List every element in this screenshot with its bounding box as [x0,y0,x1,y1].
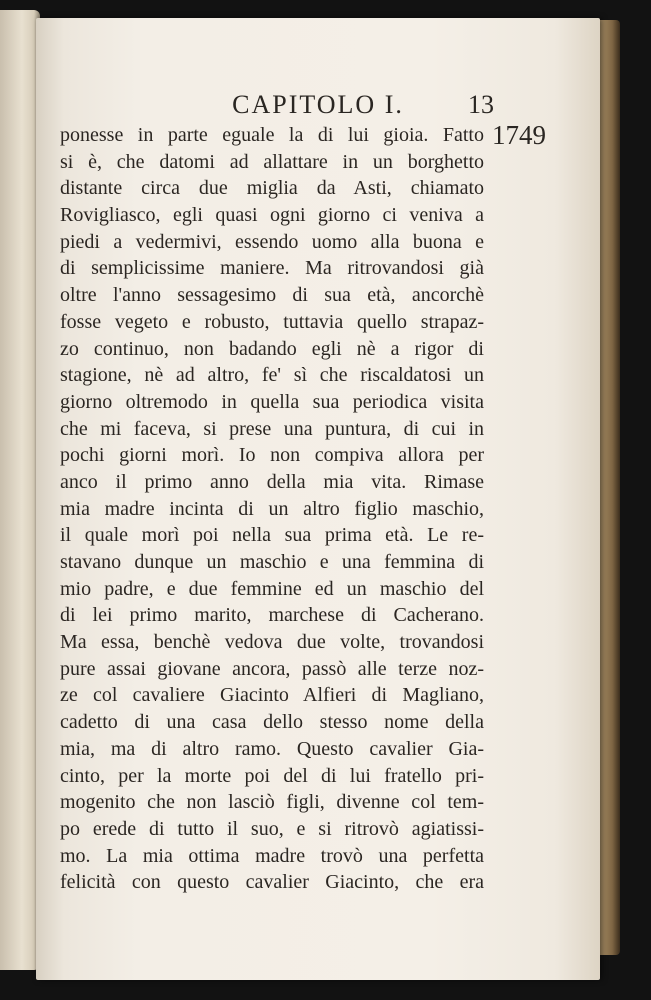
text-line: stavano dunque un maschio e una femmina di [60,551,484,573]
text-line: mia, ma di altro ramo. Questo cavalier Gia- [60,737,484,760]
page-number: 13 [468,90,494,119]
text-line: pochi giorni morì. Io non compiva allora per [60,444,484,467]
text-line: Rovigliasco, egli quasi ogni giorno ci veniva a [60,204,484,227]
text-line: il quale morì poi nella sua prima età. Le re- [60,524,484,547]
text-line: ze col cavaliere Giacinto Alfieri di Magliano, [60,684,484,707]
text-line: mo. La mia ottima madre trovò una perfetta [60,844,484,867]
text-line: felicità con questo cavalier Giacinto, che era [60,871,484,894]
text-line: cadetto di una casa dello stesso nome della [60,711,484,734]
running-title: CAPITOLO I. [232,90,404,119]
text-line: oltre l'anno sessagesimo di sua età, ancorchè [60,284,484,307]
text-line: mia madre incinta di un altro figlio maschio, [60,497,484,520]
left-page-edge [0,10,40,970]
text-line: stagione, nè ad altro, fe' sì che riscaldatosi un [60,364,484,387]
text-line: di lei primo marito, marchese di Cacherano. [60,604,484,627]
text-line: cinto, per la morte poi del di lui fratello pri- [60,764,484,787]
text-line: di semplicissime maniere. Ma ritrovandosi già [60,257,484,280]
text-line: po erede di tutto il suo, e si ritrovò agiatissi- [60,817,484,840]
text-line: fosse vegeto e robusto, tuttavia quello strapaz- [60,310,484,333]
margin-year-note: 1749 [492,120,546,150]
text-line: zo continuo, non badando egli nè a rigor di [60,337,484,360]
text-line: anco il primo anno della mia vita. Rimase [60,470,484,493]
text-line: pure assai giovane ancora, passò alle terze noz- [60,657,484,680]
text-line: Ma essa, benchè vedova due volte, trovandosi [60,631,484,654]
text-line: piedi a vedermivi, essendo uomo alla buona e [60,230,484,253]
text-line: ponesse in parte eguale la di lui gioia. Fatto [60,124,484,146]
text-line: che mi faceva, si prese una puntura, di cui in [60,417,484,440]
text-line: giorno oltremodo in quella sua periodica visita [60,390,484,413]
text-line: si è, che datomi ad allattare in un borghetto [60,150,484,173]
text-line: distante circa due miglia da Asti, chiamato [60,177,484,200]
text-line: mio padre, e due femmine ed un maschio del [60,577,484,600]
text-line: mogenito che non lasciò figli, divenne col tem- [60,791,484,814]
body-text [60,122,484,896]
